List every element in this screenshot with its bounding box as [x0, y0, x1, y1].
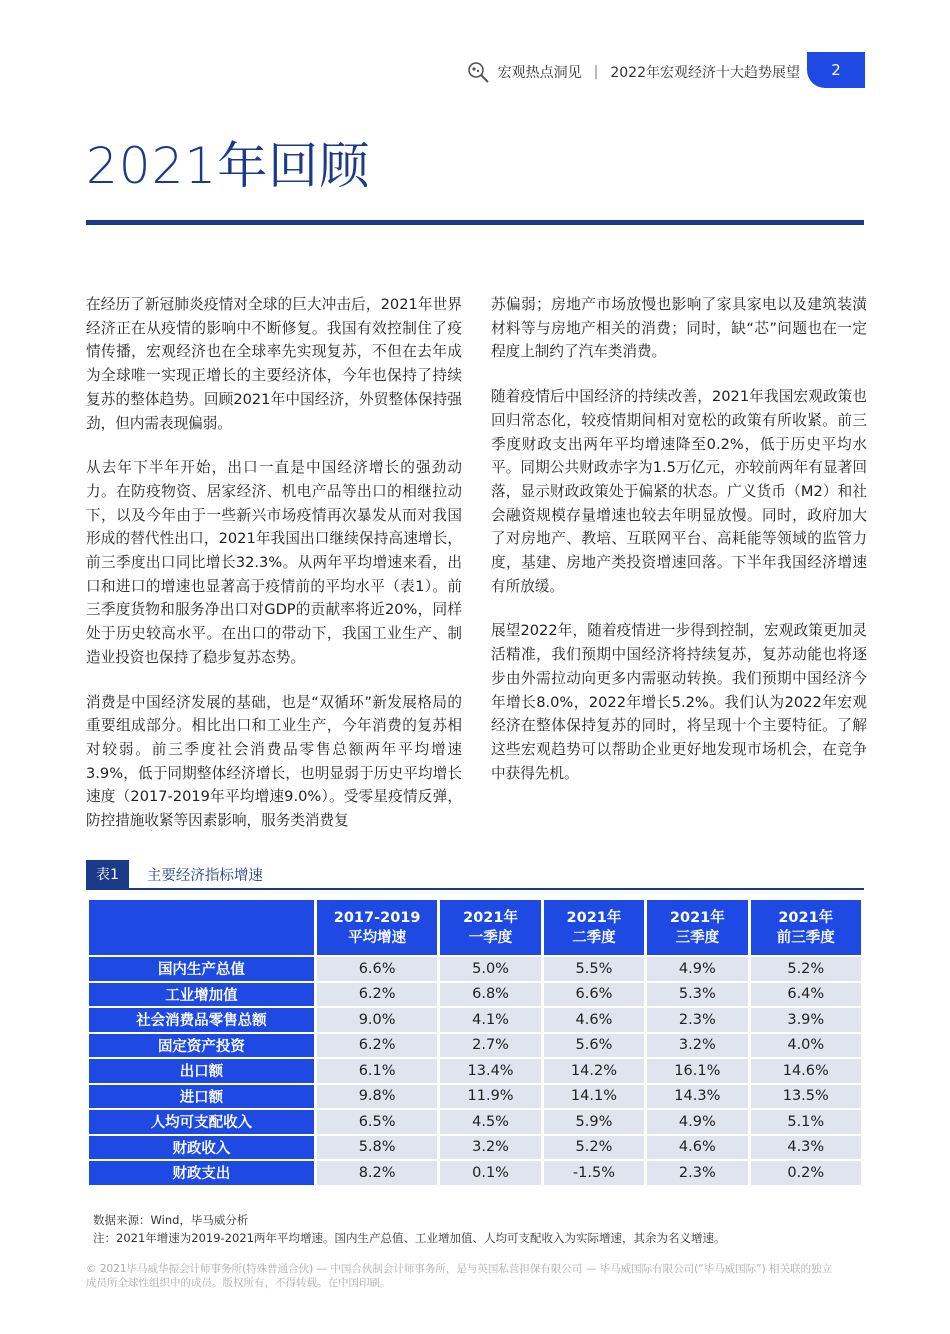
table-cell: 5.2% — [544, 1136, 644, 1160]
table-cell: 4.1% — [440, 1008, 540, 1032]
table-cell: 5.3% — [647, 983, 747, 1007]
table-cell: 11.9% — [440, 1085, 540, 1109]
magnifier-logo-icon — [466, 60, 490, 84]
table-cell: 4.3% — [751, 1136, 861, 1160]
table-row — [89, 1008, 861, 1032]
table-cell: 5.5% — [544, 957, 644, 981]
paragraph: 随着疫情后中国经济的持续改善，2021年我国宏观政策也回归常态化，较疫情期间相对宽松的政策有所收紧。前三季度财政支出两年平均增速降至0.2%，低于历史平均水平。同期公共财政赤字为1.5万亿元，亦较前两年有显著回落，显示财政政策处于偏紧的状态。广义货币（M2）和社会融资规模存量增速也较去年明显放慢。同时，政府加大了对房地产、教培、互联网平台、高耗能等领域的监管力度，基建、房地产类投资增速回落。下半年我国经济增速有所放缓。 — [491, 388, 867, 595]
table-row — [89, 1110, 861, 1134]
table-cell: 5.2% — [751, 957, 861, 981]
title-divider — [86, 220, 864, 225]
row-label: 人均可支配收入 — [89, 1110, 314, 1134]
header-section: 宏观热点洞见 — [497, 65, 582, 81]
footer-line: 成员所全球性组织中的成员。版权所有，不得转载。在中国印刷。 — [86, 1277, 391, 1289]
table-cell: 6.6% — [317, 957, 437, 981]
table-cell: 9.0% — [317, 1008, 437, 1032]
table-cell: -1.5% — [544, 1161, 644, 1185]
indicator-table — [86, 898, 864, 1187]
table-cell: 8.2% — [317, 1161, 437, 1185]
table-corner — [89, 900, 314, 955]
table-cell: 3.2% — [647, 1034, 747, 1058]
table-row — [89, 983, 861, 1007]
row-label: 固定资产投资 — [89, 1034, 314, 1058]
table-title: 主要经济指标增速 — [146, 867, 263, 884]
table-cell: 16.1% — [647, 1059, 747, 1083]
table-cell: 9.8% — [317, 1085, 437, 1109]
table-cell: 14.2% — [544, 1059, 644, 1083]
row-label: 社会消费品零售总额 — [89, 1008, 314, 1032]
table-cell: 13.5% — [751, 1085, 861, 1109]
table-number: 表1 — [86, 860, 129, 888]
table-cell: 5.1% — [751, 1110, 861, 1134]
header-separator: | — [593, 64, 599, 80]
table-cell: 4.6% — [544, 1008, 644, 1032]
table-cell: 6.2% — [317, 1034, 437, 1058]
table-row — [89, 1059, 861, 1083]
table-cell: 4.9% — [647, 1110, 747, 1134]
table-note: 注：2021年增速为2019-2021两年平均增速。国内生产总值、工业增加值、人均可支配收入为实际增速，其余为名义增速。 — [93, 1231, 726, 1245]
table-row — [89, 957, 861, 981]
column-header: 2017-2019 平均增速 — [317, 900, 437, 955]
paragraph: 展望2022年，随着疫情进一步得到控制，宏观政策更加灵活精准，我们预期中国经济将持续复苏，复苏动能也将逐步由外需拉动向更多内需驱动转换。我们预期中国经济今年增长8.0%，2022年增长5.2%。我们认为2022年宏观经济在整体保持复苏的同时，将呈现十个主要特征。了解这些宏观趋势可以帮助企业更好地发现市场机会，在竞争中获得先机。 — [491, 622, 867, 782]
table-cell: 2.7% — [440, 1034, 540, 1058]
paragraph: 消费是中国经济发展的基础，也是“双循环”新发展格局的重要组成部分。相比出口和工业生产，今年消费的复苏相对较弱。前三季度社会消费品零售总额两年平均增速3.9%，低于同期整体经济增长，也明显弱于历史平均增长速度（2017-2019年平均增速9.0%）。受零星疫情反弹，防控措施收紧等因素影响，服务类消费复 — [86, 693, 462, 830]
table-cell: 14.3% — [647, 1085, 747, 1109]
column-header: 2021年 二季度 — [544, 900, 644, 955]
copyright-footer — [86, 1262, 866, 1290]
paragraph: 在经历了新冠肺炎疫情对全球的巨大冲击后，2021年世界经济正在从疫情的影响中不断修复。我国有效控制住了疫情传播，宏观经济也在全球率先实现复苏，不但在去年成为全球唯一实现正增长的主要经济体，今年也保持了持续复苏的整体趋势。回顾2021年中国经济，外贸整体保持强劲，但内需表现偏弱。 — [86, 296, 462, 432]
table-cell: 14.6% — [751, 1059, 861, 1083]
table-divider — [86, 888, 864, 890]
column-header: 2021年 前三季度 — [751, 900, 861, 955]
column-header: 2021年 三季度 — [647, 900, 747, 955]
table-cell: 3.2% — [440, 1136, 540, 1160]
table-cell: 4.9% — [647, 957, 747, 981]
table-cell: 2.3% — [647, 1161, 747, 1185]
table-row — [89, 1085, 861, 1109]
row-label: 出口额 — [89, 1059, 314, 1083]
table-cell: 6.8% — [440, 983, 540, 1007]
table-cell: 13.4% — [440, 1059, 540, 1083]
header-doc-title: 2022年宏观经济十大趋势展望 — [610, 65, 800, 81]
paragraph: 从去年下半年开始，出口一直是中国经济增长的强劲动力。在防疫物资、居家经济、机电产品等出口的相继拉动下，以及今年由于一些新兴市场疫情再次暴发从而对我国形成的替代性出口，2021年我国出口继续保持高速增长，前三季度出口同比增长32.3%。从两年平均增速来看，出口和进口的增速也显著高于疫情前的平均水平（表1）。前三季度货物和服务净出口对GDP的贡献率将近20%，同样处于历史较高水平。在出口的带动下，我国工业生产、制造业投资也保持了稳步复苏态势。 — [86, 459, 462, 666]
table-cell: 4.6% — [647, 1136, 747, 1160]
table-cell: 6.2% — [317, 983, 437, 1007]
table-row — [89, 1136, 861, 1160]
column-header: 2021年 一季度 — [440, 900, 540, 955]
table-cell: 0.1% — [440, 1161, 540, 1185]
row-label: 财政收入 — [89, 1136, 314, 1160]
page-number: 2 — [831, 61, 841, 79]
table-cell: 6.6% — [544, 983, 644, 1007]
table-cell: 14.1% — [544, 1085, 644, 1109]
table-header-row — [89, 900, 861, 955]
row-label: 进口额 — [89, 1085, 314, 1109]
page-number-tab — [807, 52, 865, 88]
page-title: 2021年回顾 — [86, 137, 371, 195]
table-cell: 5.0% — [440, 957, 540, 981]
table-cell: 0.2% — [751, 1161, 861, 1185]
table-caption — [86, 860, 263, 888]
table-cell: 4.0% — [751, 1034, 861, 1058]
table-cell: 5.8% — [317, 1136, 437, 1160]
left-column — [86, 293, 462, 854]
table-cell: 3.9% — [751, 1008, 861, 1032]
table-cell: 2.3% — [647, 1008, 747, 1032]
table-cell: 6.1% — [317, 1059, 437, 1083]
table-row — [89, 1161, 861, 1185]
footer-line: © 2021毕马威华振会计师事务所(特殊普通合伙) — 中国合伙制会计师事务所，是与英国私营担保有限公司 — 毕马威国际有限公司(“毕马威国际”) 相关联的独立 — [86, 1263, 833, 1275]
row-label: 工业增加值 — [89, 983, 314, 1007]
data-source: 数据来源：Wind，毕马威分析 — [93, 1213, 249, 1227]
table-cell: 6.4% — [751, 983, 861, 1007]
right-column — [491, 293, 867, 806]
table-cell: 6.5% — [317, 1110, 437, 1134]
table-cell: 5.6% — [544, 1034, 644, 1058]
table-cell: 4.5% — [440, 1110, 540, 1134]
table-row — [89, 1034, 861, 1058]
page-header — [466, 52, 800, 92]
row-label: 国内生产总值 — [89, 957, 314, 981]
paragraph: 苏偏弱；房地产市场放慢也影响了家具家电以及建筑装潢材料等与房地产相关的消费；同时，缺“芯”问题也在一定程度上制约了汽车类消费。 — [491, 296, 867, 361]
row-label: 财政支出 — [89, 1161, 314, 1185]
table-cell: 5.9% — [544, 1110, 644, 1134]
